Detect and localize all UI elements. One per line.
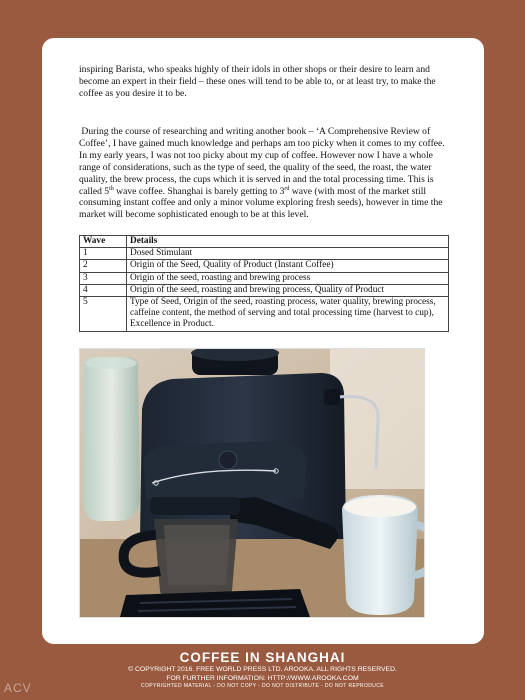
cell-wave: 4 <box>80 284 127 296</box>
table-row <box>80 260 449 272</box>
table-header-row <box>80 236 449 248</box>
wave-table <box>79 235 449 332</box>
cell-wave: 2 <box>80 260 127 272</box>
header-details: Details <box>127 236 449 248</box>
header-wave: Wave <box>80 236 127 248</box>
table-row <box>80 272 449 284</box>
espresso-machine-photo <box>79 348 425 618</box>
paragraph-2-part3: wave (with most of the market still consuming instant coffee and only a minor volume exploring fresh seeds), however in time the market will become sophisticated enough to be at this level. <box>79 185 443 221</box>
cell-details: Dosed Stimulant <box>127 248 449 260</box>
paragraph-2 <box>79 126 453 221</box>
cell-wave: 5 <box>80 297 127 332</box>
footer-notice: COPYRIGHTED MATERIAL - DO NOT COPY - DO NOT DISTRIBUTE - DO NOT REPRODUCE <box>140 683 384 689</box>
cell-details: Origin of the Seed, Quality of Product (Instant Coffee) <box>127 260 449 272</box>
paragraph-2-part1: During the course of researching and writing another book – ‘A Comprehensive Review of Coffee’, I have gained much knowledge and perhaps am too picky when it comes to my coffee. In my early years, I was not too picky about my cup of coffee. However now I have a whole range of considerations, such as the type of seed, the quality of the seed, the roast, the water quality, the brew process, the cups which it is served in and the total processing time. This is called 5 <box>79 126 445 197</box>
watermark: ACV <box>4 681 32 695</box>
paragraph-2-part2: wave coffee. Shanghai is barely getting to 3 <box>113 185 285 197</box>
cell-details: Origin of the seed, roasting and brewing process <box>127 272 449 284</box>
footer-title: COFFEE IN SHANGHAI <box>179 650 346 665</box>
footer-copyright: © COPYRIGHT 2016. FREE WORLD PRESS LTD. AROOKA. ALL RIGHTS RESERVED. <box>128 666 397 673</box>
cell-wave: 3 <box>80 272 127 284</box>
superscript-rd: rd <box>284 185 290 192</box>
document-page <box>42 38 484 644</box>
table-row <box>80 297 449 332</box>
cell-wave: 1 <box>80 248 127 260</box>
table-row <box>80 284 449 296</box>
photo-illustration <box>80 349 424 617</box>
cell-details: Origin of the seed, roasting and brewing process, Quality of Product <box>127 284 449 296</box>
page-footer <box>0 650 525 690</box>
superscript-th: th <box>109 185 114 192</box>
table-row <box>80 248 449 260</box>
footer-info: FOR FURTHER INFORMATION: HTTP://WWW.AROOKA.COM <box>166 674 359 682</box>
cell-details: Type of Seed, Origin of the seed, roasting process, water quality, brewing process, caffeine content, the method of serving and total processing time (harvest to cup), Excellence in Product. <box>127 297 449 332</box>
paragraph-1: inspiring Barista, who speaks highly of their idols in other shops or their desire to learn and become an expert in their field – these ones will tend to be able to, or at least try, to make the coffee as you desire it to be. <box>79 64 436 99</box>
